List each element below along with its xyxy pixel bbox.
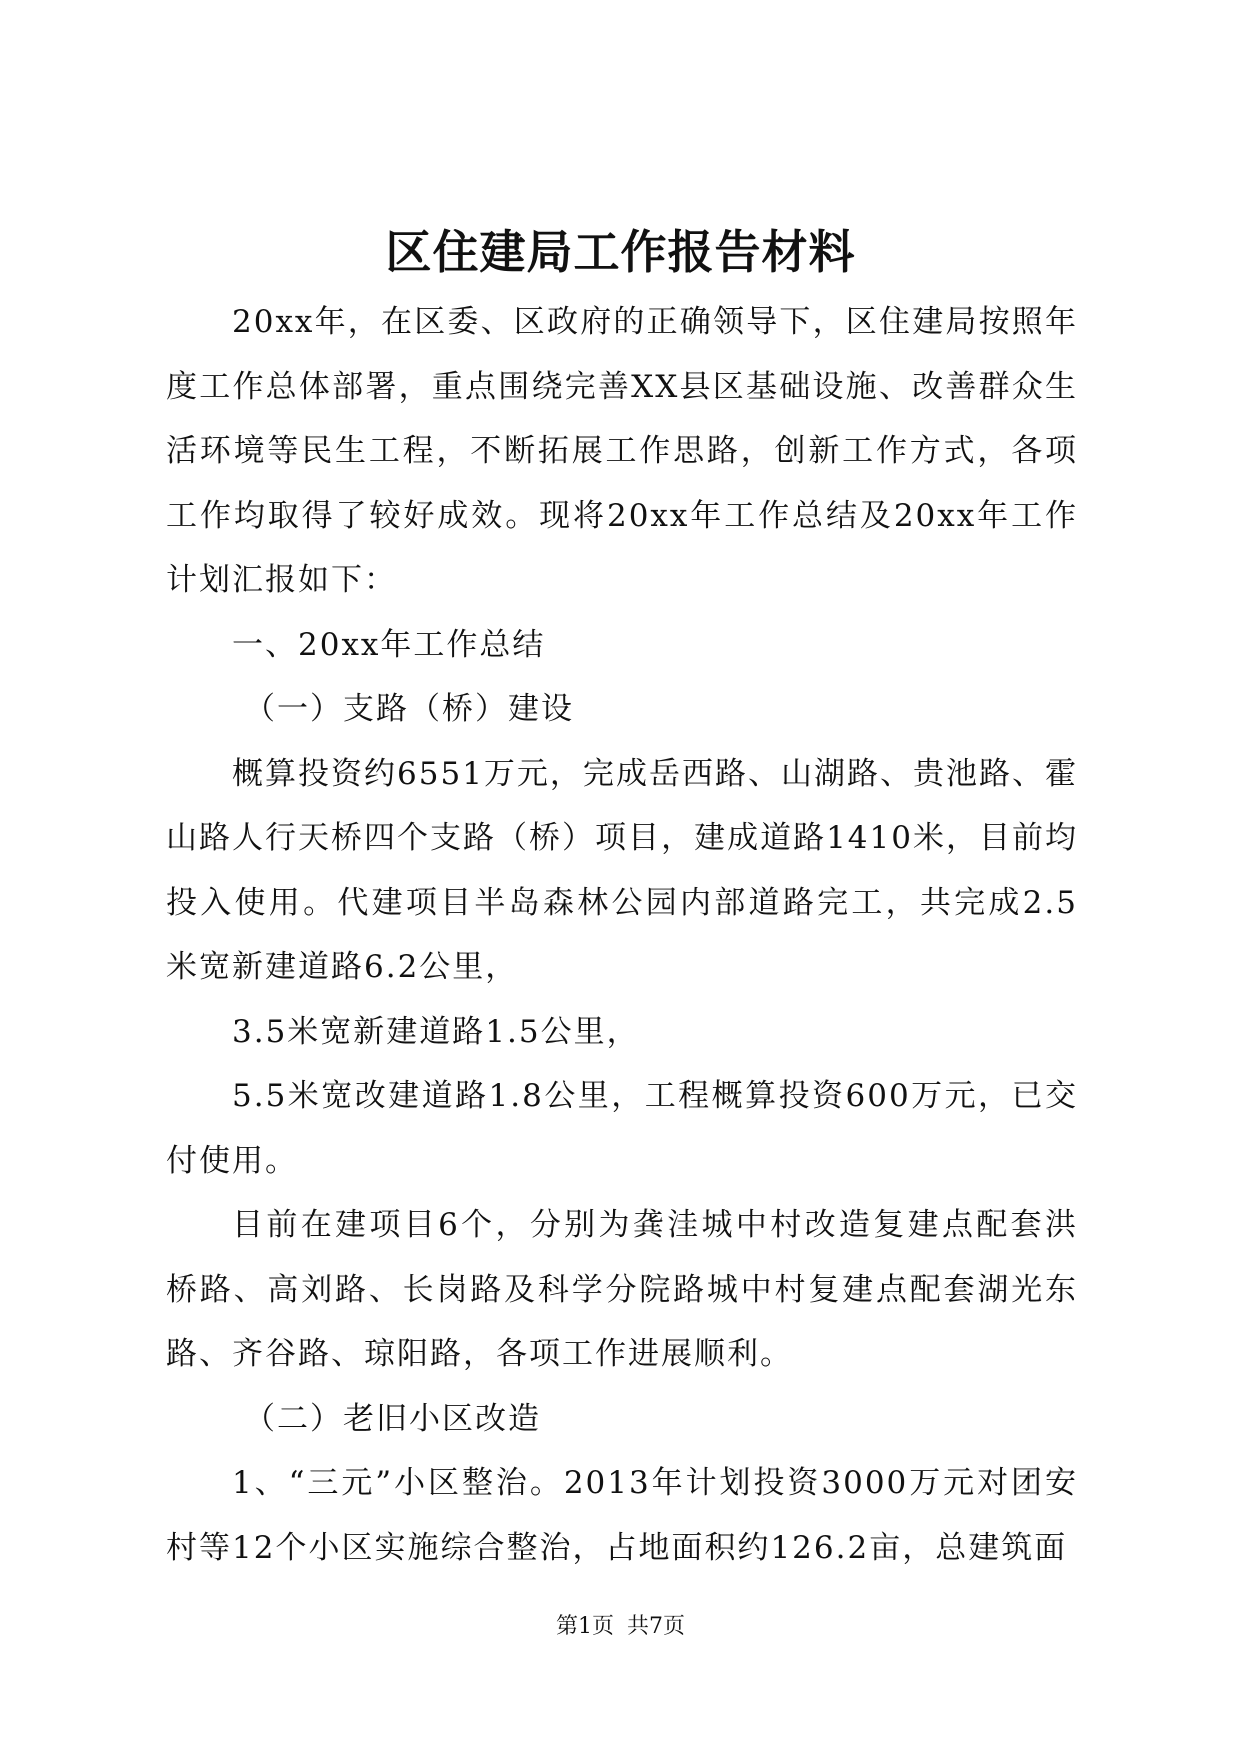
roads-line-3-5m: 3.5米宽新建道路1.5公里， (232, 1013, 640, 1050)
projects-in-progress-paragraph: 目前在建项目6个，分别为龚洼城中村改造复建点配套洪桥路、高刘路、长岗路及科学分院路城中村复建点配套湖光东路、齐谷路、琼阳路，各项工作进展顺利。 (166, 1207, 1078, 1372)
document-title: 区住建局工作报告材料 (385, 225, 856, 279)
roads-line-5-5m: 5.5米宽改建道路1.8公里，工程概算投资600万元，已交付使用。 (166, 1078, 1078, 1179)
intro-paragraph: 20xx年，在区委、区政府的正确领导下，区住建局按照年度工作总体部署，重点围绕完善XX县区基础设施、改善群众生活环境等民生工程，不断拓展工作思路，创新工作方式，各项工作均取得了较好成效。现将20xx年工作总结及20xx年工作计划汇报如下： (166, 304, 1078, 598)
page-number: 第1页 (556, 1614, 614, 1639)
page-total: 共7页 (627, 1614, 685, 1639)
subsection-heading-roads: （一）支路（桥）建设 (244, 691, 574, 727)
section-heading-summary: 一、20xx年工作总结 (232, 626, 546, 663)
document-body (166, 290, 1078, 1580)
community-renovation-paragraph: 1、“三元”小区整治。2013年计划投资3000万元对团安村等12个小区实施综合整治，占地面积约126.2亩，总建筑面 (166, 1465, 1078, 1566)
roads-paragraph: 概算投资约6551万元，完成岳西路、山湖路、贵池路、霍山路人行天桥四个支路（桥）项目，建成道路1410米，目前均投入使用。代建项目半岛森林公园内部道路完工，共完成2.5米宽新建道路6.2公里， (166, 755, 1078, 985)
page-footer (0, 1612, 1241, 1642)
subsection-heading-old-communities: （二）老旧小区改造 (244, 1400, 541, 1437)
